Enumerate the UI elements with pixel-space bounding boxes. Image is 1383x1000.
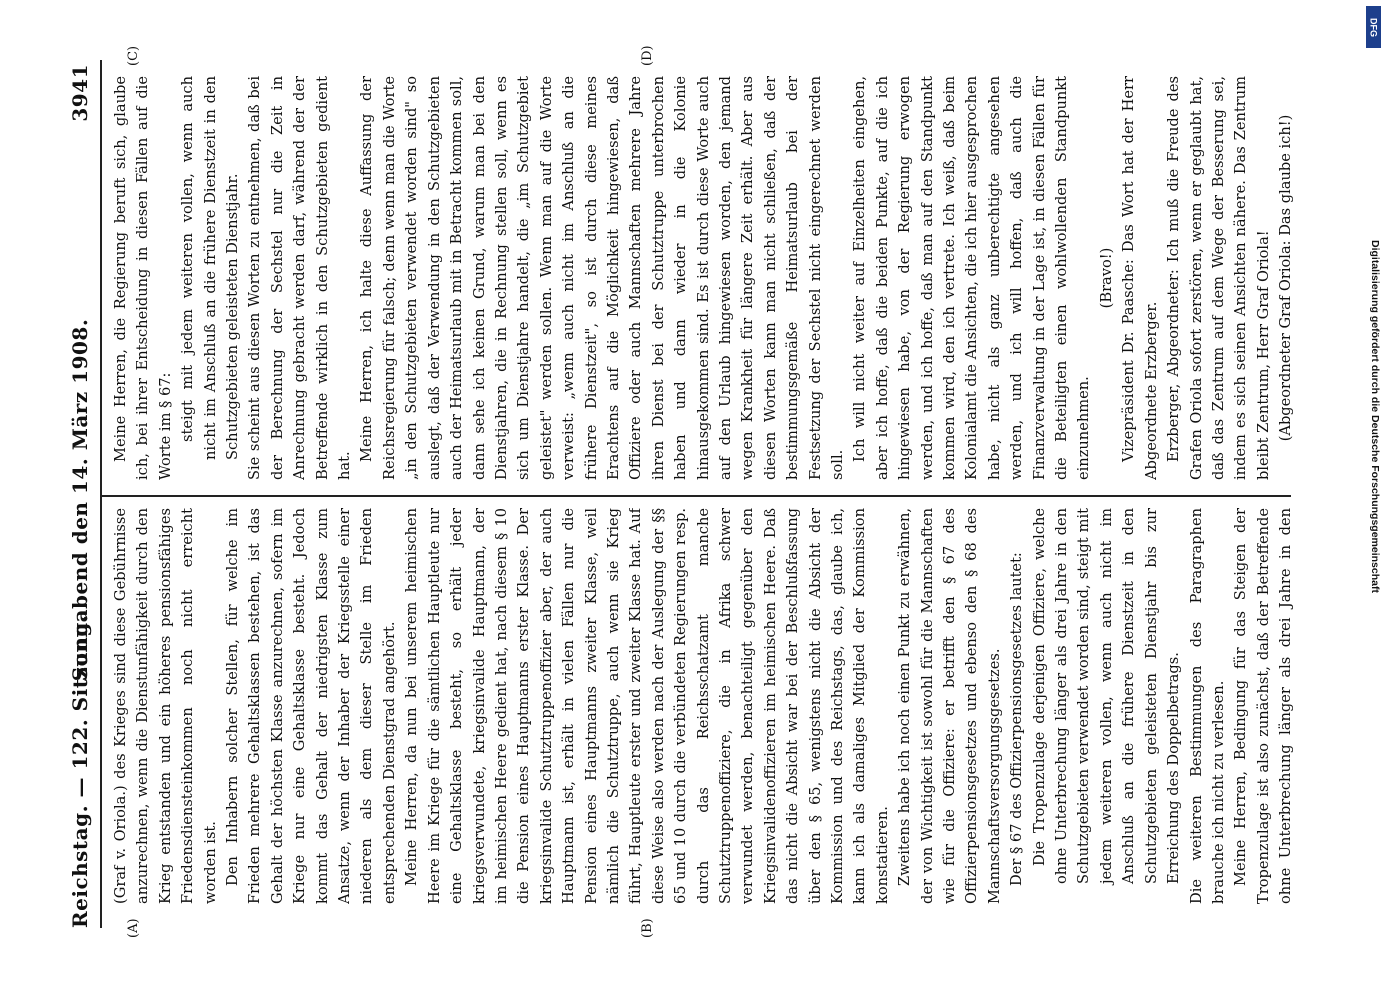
- paragraph: (Graf v. Oriola.) des Krieges sind diese Gebührnisse anzurechnen, wenn die Dienstunfähigkeit durch den Krieg entstanden und ein höheres pensionsfähiges Friedensdiensteinkommen noch nicht erreicht worden ist.: [112, 508, 219, 904]
- header-rule: [100, 60, 102, 928]
- paragraph: Sie scheint aus diesen Worten zu entnehmen, daß bei der Berechnung der Sechstel nur die Zeit in Anrechnung gebracht werden darf, während der der Betreffende wirklich in den Schutzgebieten gedient hat.: [246, 76, 354, 480]
- interjection: (Bravo!): [1097, 247, 1115, 309]
- interjection: (Abgeordneter Graf Oriola: Das glaube ich!): [1277, 114, 1295, 442]
- paragraph: Meine Herren, ich halte diese Auffassung der Reichsregierung für falsch; denn wenn man die Worte „in den Schutzgebieten verwendet worden sind" so auslegt, daß der Verwendung in den Schutzgebieten auch der Heimatsurlaub mit in Betracht kommen soll, dann sehe ich keinen Grund, warum man bei den Dienstjahren, die in Rechnung stellen soll, wenn es sich um Dienstjahre handelt, die „im Schutzgebiet geleistet" werden sollen. Wenn man auf die Worte verweist: „wenn auch nicht im Anschluß an die frühere Dienstzeit", so ist durch diese meines Erachtens auf die Möglichkeit hingewiesen, daß Offiziere oder auch Mannschaften mehrere Jahre ihren Dienst bei der Schutztruppe unterbrochen haben und dann wieder in die Kolonie hinausgekommen sind. Es ist durch diese Worte auch auf den Urlaub hingewiesen worden, den jemand wegen Krankheit für längere Zeit erhält. Aber aus diesen Worten kann man nicht schließen, daß der bestimmungsgemäße Heimatsurlaub bei der Festsetzung der Sechstel nicht eingerechnet werden soll.: [358, 76, 846, 480]
- digitization-credit: Digitalisierung gefördert durch die Deutsche Forschungsgemeinschaft: [1369, 240, 1381, 593]
- column-divider: [102, 495, 1291, 497]
- paragraph: Der § 67 des Offizierpensionsgesetzes lautet:: [1008, 552, 1026, 886]
- margin-mark-c: (C): [126, 45, 141, 66]
- paragraph: Meine Herren, die Regierung beruft sich, glaube ich, bei ihrer Entscheidung in diesen Fällen auf die Worte im § 67:: [112, 76, 174, 480]
- quoted-law-text: steigt mit jedem weiteren vollen, wenn auch nicht im Anschluß an die frühere Dienstzeit in den Schutzgebieten geleisteten Dienstjahr.: [179, 76, 242, 460]
- margin-mark-a: (A): [126, 918, 141, 938]
- paragraph: Die weiteren Bestimmungen des Paragraphen brauche ich nicht zu verlesen.: [1187, 508, 1227, 904]
- page-number: 3941: [68, 64, 92, 122]
- paragraph: Zweitens habe ich noch einen Punkt zu erwähnen, der von Wichtigkeit ist sowohl für die Mannschaften wie für die Offiziere: er betrifft den § 67 des Offizierpensionsgesetzes und ebenso den § 68 des Mannschaftsversorgungsgesetzes.: [896, 508, 1003, 904]
- right-column: [110, 76, 1295, 480]
- margin-mark-b: (B): [640, 918, 655, 938]
- paragraph: Den Inhabern solcher Stellen, für welche im Frieden mehrere Gehaltsklassen bestehen, ist das Gehalt der höchsten Klasse anzurechnen, sofern im Kriege nur eine Gehaltsklasse besteht. Jedoch kommt das Gehalt der niedrigsten Klasse zum Ansatze, wenn der Inhaber der Kriegsstelle einer niederen als dem dieser Stelle im Frieden entsprechenden Dienstgrad angehört.: [224, 508, 398, 904]
- paragraph: Meine Herren, da nun bei unserem heimischen Heere im Kriege für die sämtlichen Hauptleute nur eine Gehaltsklasse besteht, so erhält jeder kriegsverwundete, kriegsinvalide Hauptmann, der im heimischen Heere gedient hat, nach diesem § 10 die Pension eines Hauptmanns erster Klasse. Der kriegsinvalide Schutztruppenoffizier aber, der auch Hauptmann ist, erhält in vielen Fällen nur die Pension eines Hauptmanns zweiter Klasse, weil nämlich die Schutztruppe, auch wenn sie Krieg führt, Hauptleute erster und zweiter Klasse hat. Auf diese Weise also werden nach der Auslegung der §§ 65 und 10 durch die verbündeten Regierungen resp. durch das Reichsschatzamt manche Schutztruppenoffiziere, die in Afrika schwer verwundet werden, benachteiligt gegenüber den Kriegsinvalidenoffizieren im heimischen Heere. Daß das nicht die Absicht war bei der Beschlußfassung über den § 65, wenigstens nicht die Absicht der Kommission und des Reichstags, das, glaube ich, kann ich als damaliges Mitglied der Kommission konstatieren.: [403, 508, 891, 904]
- paragraph: Ich will nicht weiter auf Einzelheiten eingehen, aber ich hoffe, daß die beiden Punkte, auf die ich hingewiesen habe, von der Regierung erwogen werden, und ich hoffe, daß man auf den Standpunkt kommen wird, den ich vertrete. Ich weiß, daß beim Kolonialamt die Ansichten, die ich hier ausgesprochen habe, nicht als ganz unberechtigte angesehen werden, und ich will hoffen, daß auch die Finanzverwaltung in der Lage ist, in diesen Fällen für die Beteiligten einen wohlwollenden Standpunkt einzunehmen.: [851, 76, 1093, 480]
- paragraph: Meine Herren, Bedingung für das Steigen der Tropenzulage ist also zunächst, daß der Betreffende ohne Unterbrechung länger als drei Jahre in den: [1232, 508, 1295, 904]
- header-date: Sonnabend den 14. März 1908.: [68, 318, 92, 682]
- quoted-law-text: Die Tropenzulage derjenigen Offiziere, welche ohne Unterbrechung länger als drei Jahre in den Schutzgebieten verwendet worden sind, steigt mit jedem weiteren vollen, wenn auch nicht im Anschluß an die frühere Dienstzeit in den Schutzgebieten geleisteten Dienstjahr bis zur Erreichung des Doppelbetrags.: [1030, 508, 1183, 884]
- left-column: [110, 508, 1295, 904]
- margin-mark-d: (D): [640, 45, 655, 66]
- dfg-logo: DFG: [1366, 6, 1381, 48]
- paragraph: Vizepräsident Dr. Paasche: Das Wort hat der Herr Abgeordnete Erzberger.: [1120, 76, 1160, 480]
- page-header: [64, 58, 96, 942]
- paragraph: Erzberger, Abgeordneter: Ich muß die Freude des Grafen Oriola sofort zerstören, wenn er geglaubt hat, daß das Zentrum auf dem Wege der Besserung sei, indem es sich seinen Ansichten nähere. Das Zentrum bleibt Zentrum, Herr Graf Oriola!: [1165, 76, 1272, 480]
- header-session: Reichstag. — 122. Sitzung.: [68, 614, 92, 928]
